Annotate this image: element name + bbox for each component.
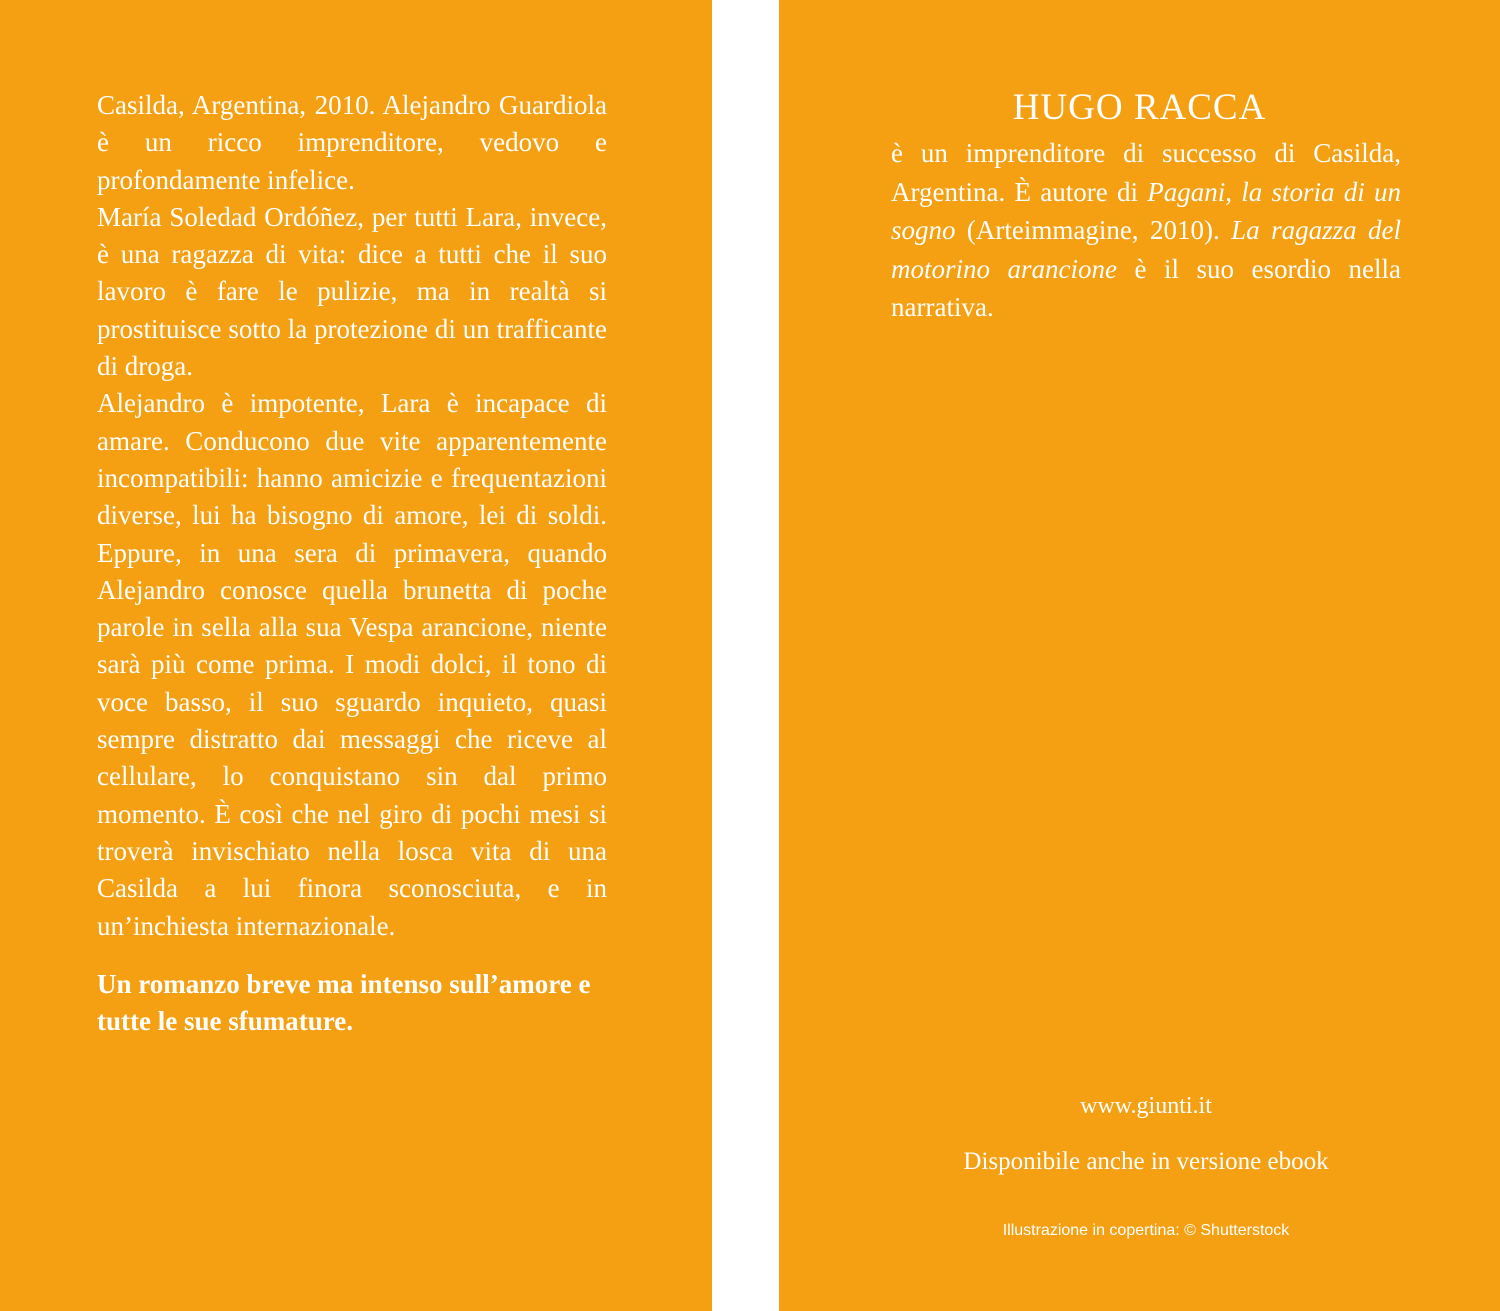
- author-name: HUGO RACCA: [1012, 87, 1267, 128]
- synopsis-paragraph: Alejandro è impotente, Lara è incapace di amare. Conducono due vite apparentemente incompatibili: hanno amicizie e frequentazioni diverse, lui ha bisogno di amore, lei di soldi. Eppure, in una sera di primavera, quando Alejandro conosce quella brunetta di poche parole in sella alla sua Vespa arancione, niente sarà più come prima. I modi dolci, il tono di voce basso, il suo sguardo inquieto, quasi sempre distratto dai messaggi che riceve al cellulare, lo conquistano sin dal primo momento. È così che nel giro di pochi mesi si troverà invischiato nella losca vita di una Casilda a lui finora sconosciuta, e in un’inchiesta internazionale.: [97, 388, 607, 941]
- book-title: Pagani, la storia di un sogno: [891, 176, 1401, 246]
- bio-text: è il suo esordio nella narrativa.: [891, 253, 1401, 323]
- synopsis: [97, 87, 607, 1040]
- synopsis-paragraph: Casilda, Argentina, 2010. Alejandro Guardiola è un ricco imprenditore, vedovo e profondamente infelice.: [97, 90, 607, 195]
- back-flap: [0, 0, 712, 1311]
- synopsis-paragraph: María Soledad Ordóñez, per tutti Lara, invece, è una ragazza di vita: dice a tutti che il suo lavoro è fare le pulizie, ma in realtà si prostituisce sotto la protezione di un trafficante di droga.: [97, 201, 607, 382]
- author-bio: [891, 134, 1401, 327]
- publisher-website: www.giunti.it: [1080, 1093, 1212, 1119]
- cover-credit: Illustrazione in copertina: © Shutterstock: [1002, 1222, 1290, 1239]
- bio-text: è un imprenditore di successo di Casilda, Argentina. È autore di: [891, 138, 1401, 207]
- ebook-note: Disponibile anche in versione ebook: [963, 1148, 1329, 1175]
- bio-text: (Arteimmagine, 2010).: [955, 215, 1232, 246]
- front-flap: [779, 0, 1500, 1311]
- book-title: La ragazza del motorino arancione: [891, 215, 1401, 284]
- tagline: Un romanzo breve ma intenso sull’amore e tutte le sue sfumature.: [97, 968, 591, 1036]
